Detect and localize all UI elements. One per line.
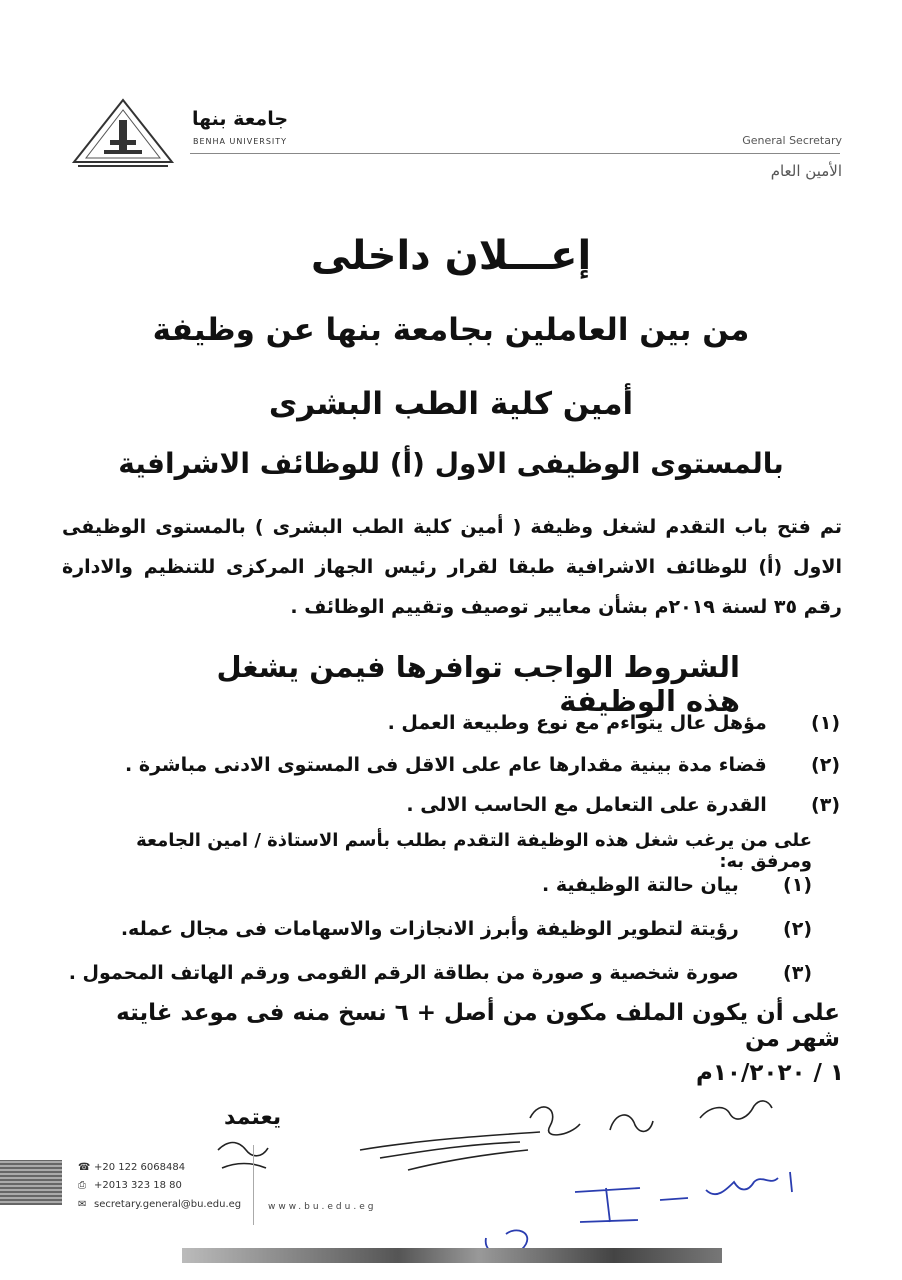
footer-divider — [253, 1145, 254, 1225]
job-title: أمين كلية الطب البشرى — [268, 386, 634, 422]
approval-label: يعتمد — [224, 1105, 282, 1130]
intro-paragraph: تم فتح باب التقدم لشغل وظيفة ( أمين كلية الطب البشرى ) بالمستوى الوظيفى الاول (أ) للوظائف الاشرافية طبقا لقرار رئيس الجهاز المركزى للتنظيم والادارة رقم ٣٥ لسنة ٢٠١٩م بشأن معايير توصيف وتقييم الوظائف . — [62, 516, 842, 618]
phone-icon: ☎ — [78, 1162, 91, 1173]
footer-website: www.bu.edu.eg — [268, 1202, 377, 1212]
university-name-ar: جامعة بنها — [192, 108, 289, 130]
condition-item: (٢) قضاء مدة بينية مقدارها عام على الاقل فى المستوى الادنى مباشرة . — [125, 754, 840, 776]
requirement-item: (١) بيان حالتة الوظيفية . — [542, 874, 812, 896]
requirement-item: (٣) صورة شخصية و صورة من بطاقة الرقم القومى ورقم الهاتف المحمول . — [68, 962, 812, 984]
closing-text: على أن يكون الملف مكون من أصل + ٦ نسخ منه فى موعد غايته شهر من — [116, 1000, 840, 1052]
office-name-en: General Secretary — [742, 134, 842, 147]
conditions-heading: الشروط الواجب توافرها فيمن يشغل هذه الوظيفة — [216, 650, 740, 718]
announcement-date: ١ / ١٠/٢٠٢٠م — [696, 1060, 844, 1086]
announcement-subtitle: من بين العاملين بجامعة بنها عن وظيفة — [152, 312, 750, 348]
announcement-title: إعـــلان داخلى — [310, 233, 592, 279]
email-icon: ✉ — [78, 1199, 87, 1210]
footer-phone: ☎ +20 122 6068484 — [78, 1162, 186, 1173]
application-instructions: على من يرغب شغل هذه الوظيفة التقدم بطلب بأسم الاستاذة / امين الجامعة ومرفق به: — [136, 830, 812, 872]
scan-artifact — [0, 1160, 62, 1205]
office-name-ar: الأمين العام — [770, 162, 842, 180]
condition-item: (١) مؤهل عال يتواءم مع نوع وطبيعة العمل . — [387, 712, 840, 734]
job-level: بالمستوى الوظيفى الاول (أ) للوظائف الاشرافية — [118, 447, 784, 480]
footer-email: ✉ secretary.general@bu.edu.eg — [78, 1199, 242, 1210]
scan-artifact — [182, 1248, 722, 1263]
footer-fax: ⎙ +2013 323 18 80 — [78, 1180, 182, 1191]
condition-item: (٣) القدرة على التعامل مع الحاسب الالى . — [406, 794, 840, 816]
university-name-en: BENHA UNIVERSITY — [193, 137, 288, 146]
fax-icon: ⎙ — [78, 1180, 86, 1191]
requirement-item: (٢) رؤيتة لتطوير الوظيفة وأبرز الانجازات والاسهامات فى مجال عمله. — [120, 918, 812, 940]
